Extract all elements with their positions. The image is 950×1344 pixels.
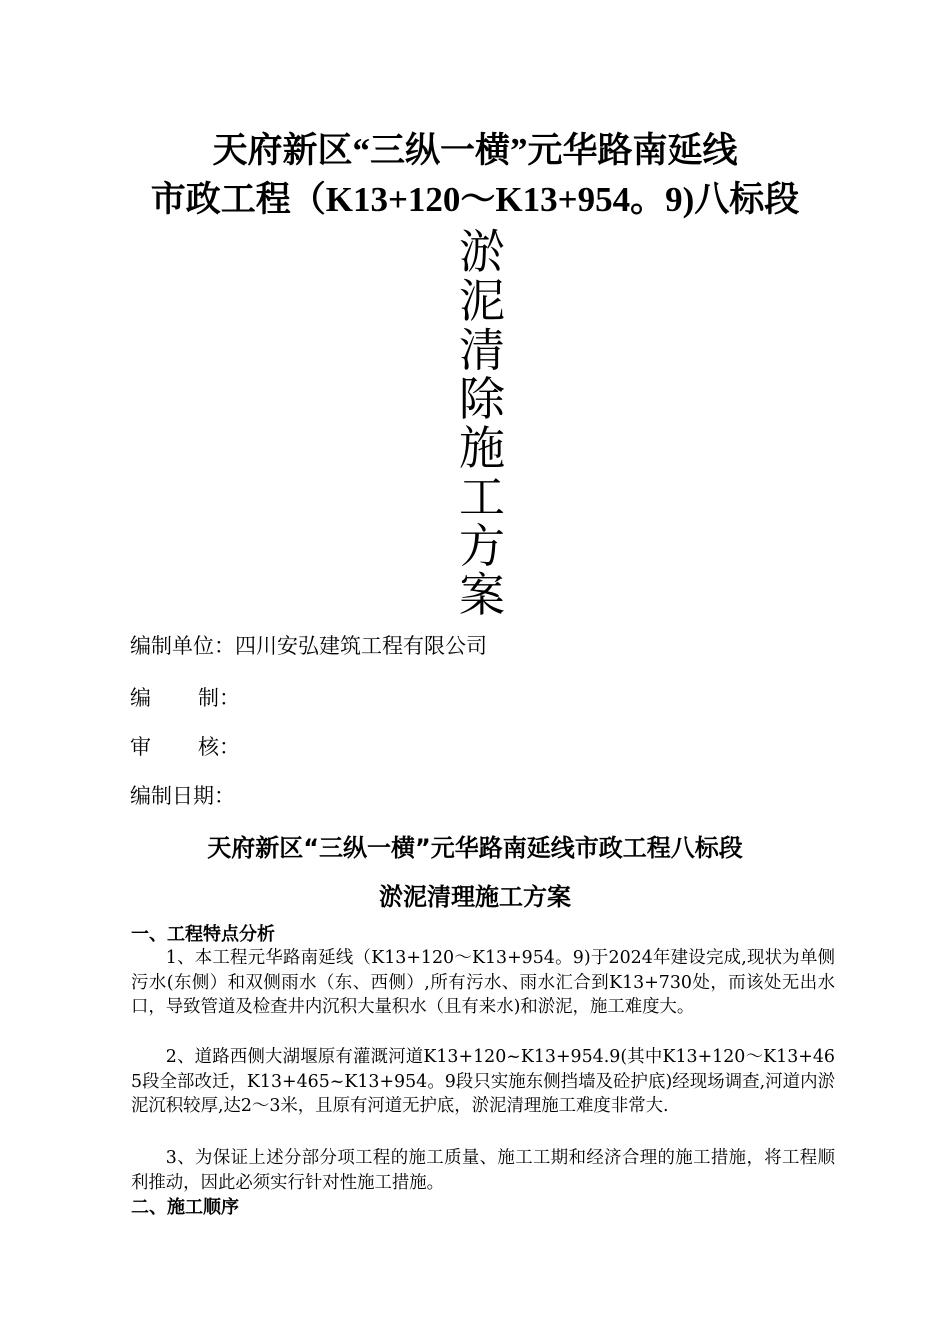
reviewer-label [130, 732, 240, 762]
vertical-title-char: 施 [459, 421, 505, 475]
reviewer-label-part: 核： [198, 735, 240, 759]
compiling-unit-line [130, 631, 487, 661]
cover-title-line-2: 市政工程（K13+120～K13+954。9)八标段 [150, 180, 800, 219]
vertical-title-char: 清 [459, 323, 505, 377]
document-title-line-2: 淤泥清理施工方案 [379, 883, 571, 911]
paragraph: 1、本工程元华路南延线（K13+120～K13+954。9)于2024年建设完成,现状为单侧污水(东侧）和双侧雨水（东、西侧）,所有污水、雨水汇合到K13+730处，而该处无出水口，导致管道及检查井内沉积大量积水（且有来水)和淤泥，施工难度大。 [131, 948, 835, 1017]
document-title-line-1: 天府新区“三纵一横”元华路南延线市政工程八标段 [207, 834, 743, 862]
vertical-title-char: 工 [459, 470, 505, 524]
compiler-label-part: 制： [198, 686, 240, 710]
compiler-label [130, 683, 240, 713]
compiling-unit-value: 四川安弘建筑工程有限公司 [235, 634, 487, 658]
cover-title-line-1: 天府新区“三纵一横”元华路南延线 [212, 131, 738, 170]
date-label: 编制日期： [130, 784, 235, 808]
paragraph: 3、为保证上述分部分项工程的施工质量、施工工期和经济合理的施工措施，将工程顺利推动，因此必须实行针对性施工措施。 [131, 1148, 835, 1193]
section-heading-1: 一、工程特点分析 [131, 924, 275, 945]
compiler-line [130, 683, 240, 713]
vertical-title-char: 泥 [459, 274, 505, 328]
vertical-title-char: 案 [459, 568, 505, 622]
date-line [130, 781, 235, 811]
reviewer-line [130, 732, 240, 762]
compiler-label-part: 编 [130, 686, 151, 710]
vertical-title-char: 除 [459, 372, 505, 426]
compiling-unit-label: 编制单位： [130, 634, 235, 658]
vertical-cover-title [452, 225, 512, 622]
vertical-title-char: 方 [459, 519, 505, 573]
reviewer-label-part: 审 [130, 735, 151, 759]
section-heading-2: 二、施工顺序 [131, 1197, 239, 1218]
vertical-title-char: 淤 [459, 225, 505, 279]
paragraph: 2、道路西侧大湖堰原有灌溉河道K13+120~K13+954.9(其中K13+120～K13+465段全部改迁，K13+465~K13+954。9段只实施东侧挡墙及砼护底)经现场调查,河道内淤泥沉积较厚,达2～3米，且原有河道无护底，淤泥清理施工难度非常大. [131, 1047, 835, 1116]
